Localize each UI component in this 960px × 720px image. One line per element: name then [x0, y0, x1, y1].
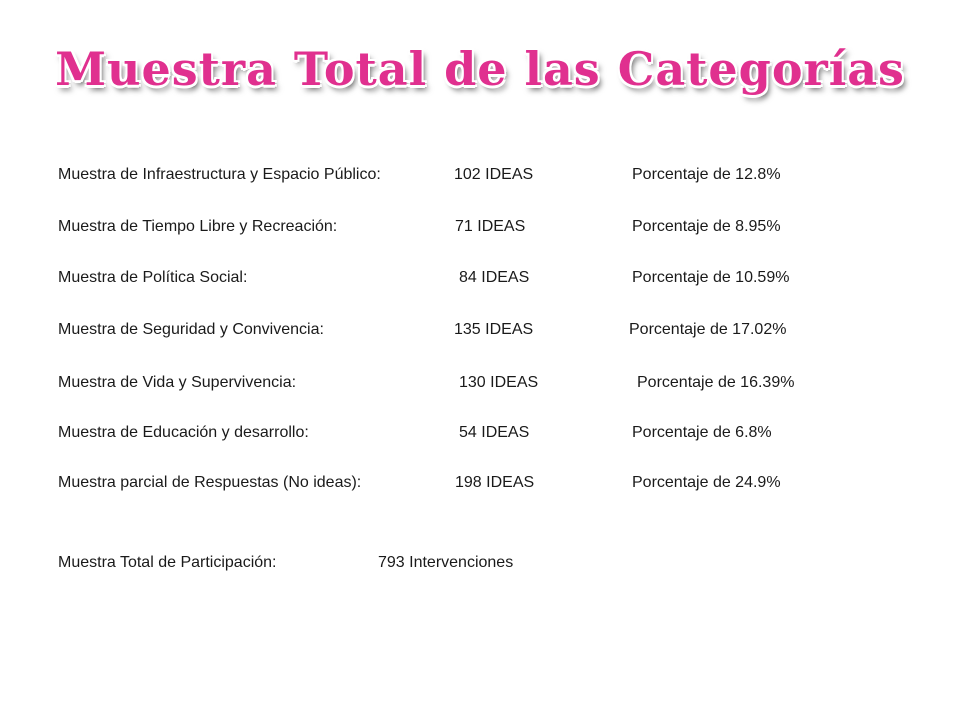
row-label: Muestra de Tiempo Libre y Recreación:: [58, 218, 338, 235]
row-label: Muestra parcial de Respuestas (No ideas):: [58, 474, 362, 491]
category-row-tiempo-libre: [0, 214, 960, 240]
row-percentage: Porcentaje de 8.95%: [632, 218, 781, 235]
total-value: 793 Intervenciones: [378, 554, 514, 571]
row-label: Muestra de Política Social:: [58, 269, 248, 286]
category-row-infraestructura: [0, 162, 960, 188]
row-percentage: Porcentaje de 12.8%: [632, 166, 781, 183]
category-row-seguridad: [0, 317, 960, 343]
row-percentage: Porcentaje de 24.9%: [632, 474, 781, 491]
row-percentage: Porcentaje de 6.8%: [632, 424, 772, 441]
row-ideas-count: 54 IDEAS: [459, 424, 530, 441]
total-label: Muestra Total de Participación:: [58, 554, 277, 571]
row-label: Muestra de Seguridad y Convivencia:: [58, 321, 324, 338]
row-label: Muestra de Infraestructura y Espacio Público:: [58, 166, 381, 183]
row-ideas-count: 71 IDEAS: [455, 218, 526, 235]
category-row-vida: [0, 370, 960, 396]
row-ideas-count: 130 IDEAS: [459, 374, 539, 391]
row-ideas-count: 84 IDEAS: [459, 269, 530, 286]
row-ideas-count: 135 IDEAS: [454, 321, 534, 338]
row-label: Muestra de Vida y Supervivencia:: [58, 374, 297, 391]
slide-title: Muestra Total de las Categorías: [55, 42, 905, 96]
row-percentage: Porcentaje de 10.59%: [632, 269, 790, 286]
row-label: Muestra de Educación y desarrollo:: [58, 424, 309, 441]
row-percentage: Porcentaje de 16.39%: [637, 374, 795, 391]
total-participation-row: [0, 550, 960, 576]
category-row-respuestas: [0, 470, 960, 496]
row-ideas-count: 198 IDEAS: [455, 474, 535, 491]
category-row-politica-social: [0, 265, 960, 291]
row-ideas-count: 102 IDEAS: [454, 166, 534, 183]
row-percentage: Porcentaje de 17.02%: [629, 321, 787, 338]
category-row-educacion: [0, 420, 960, 446]
